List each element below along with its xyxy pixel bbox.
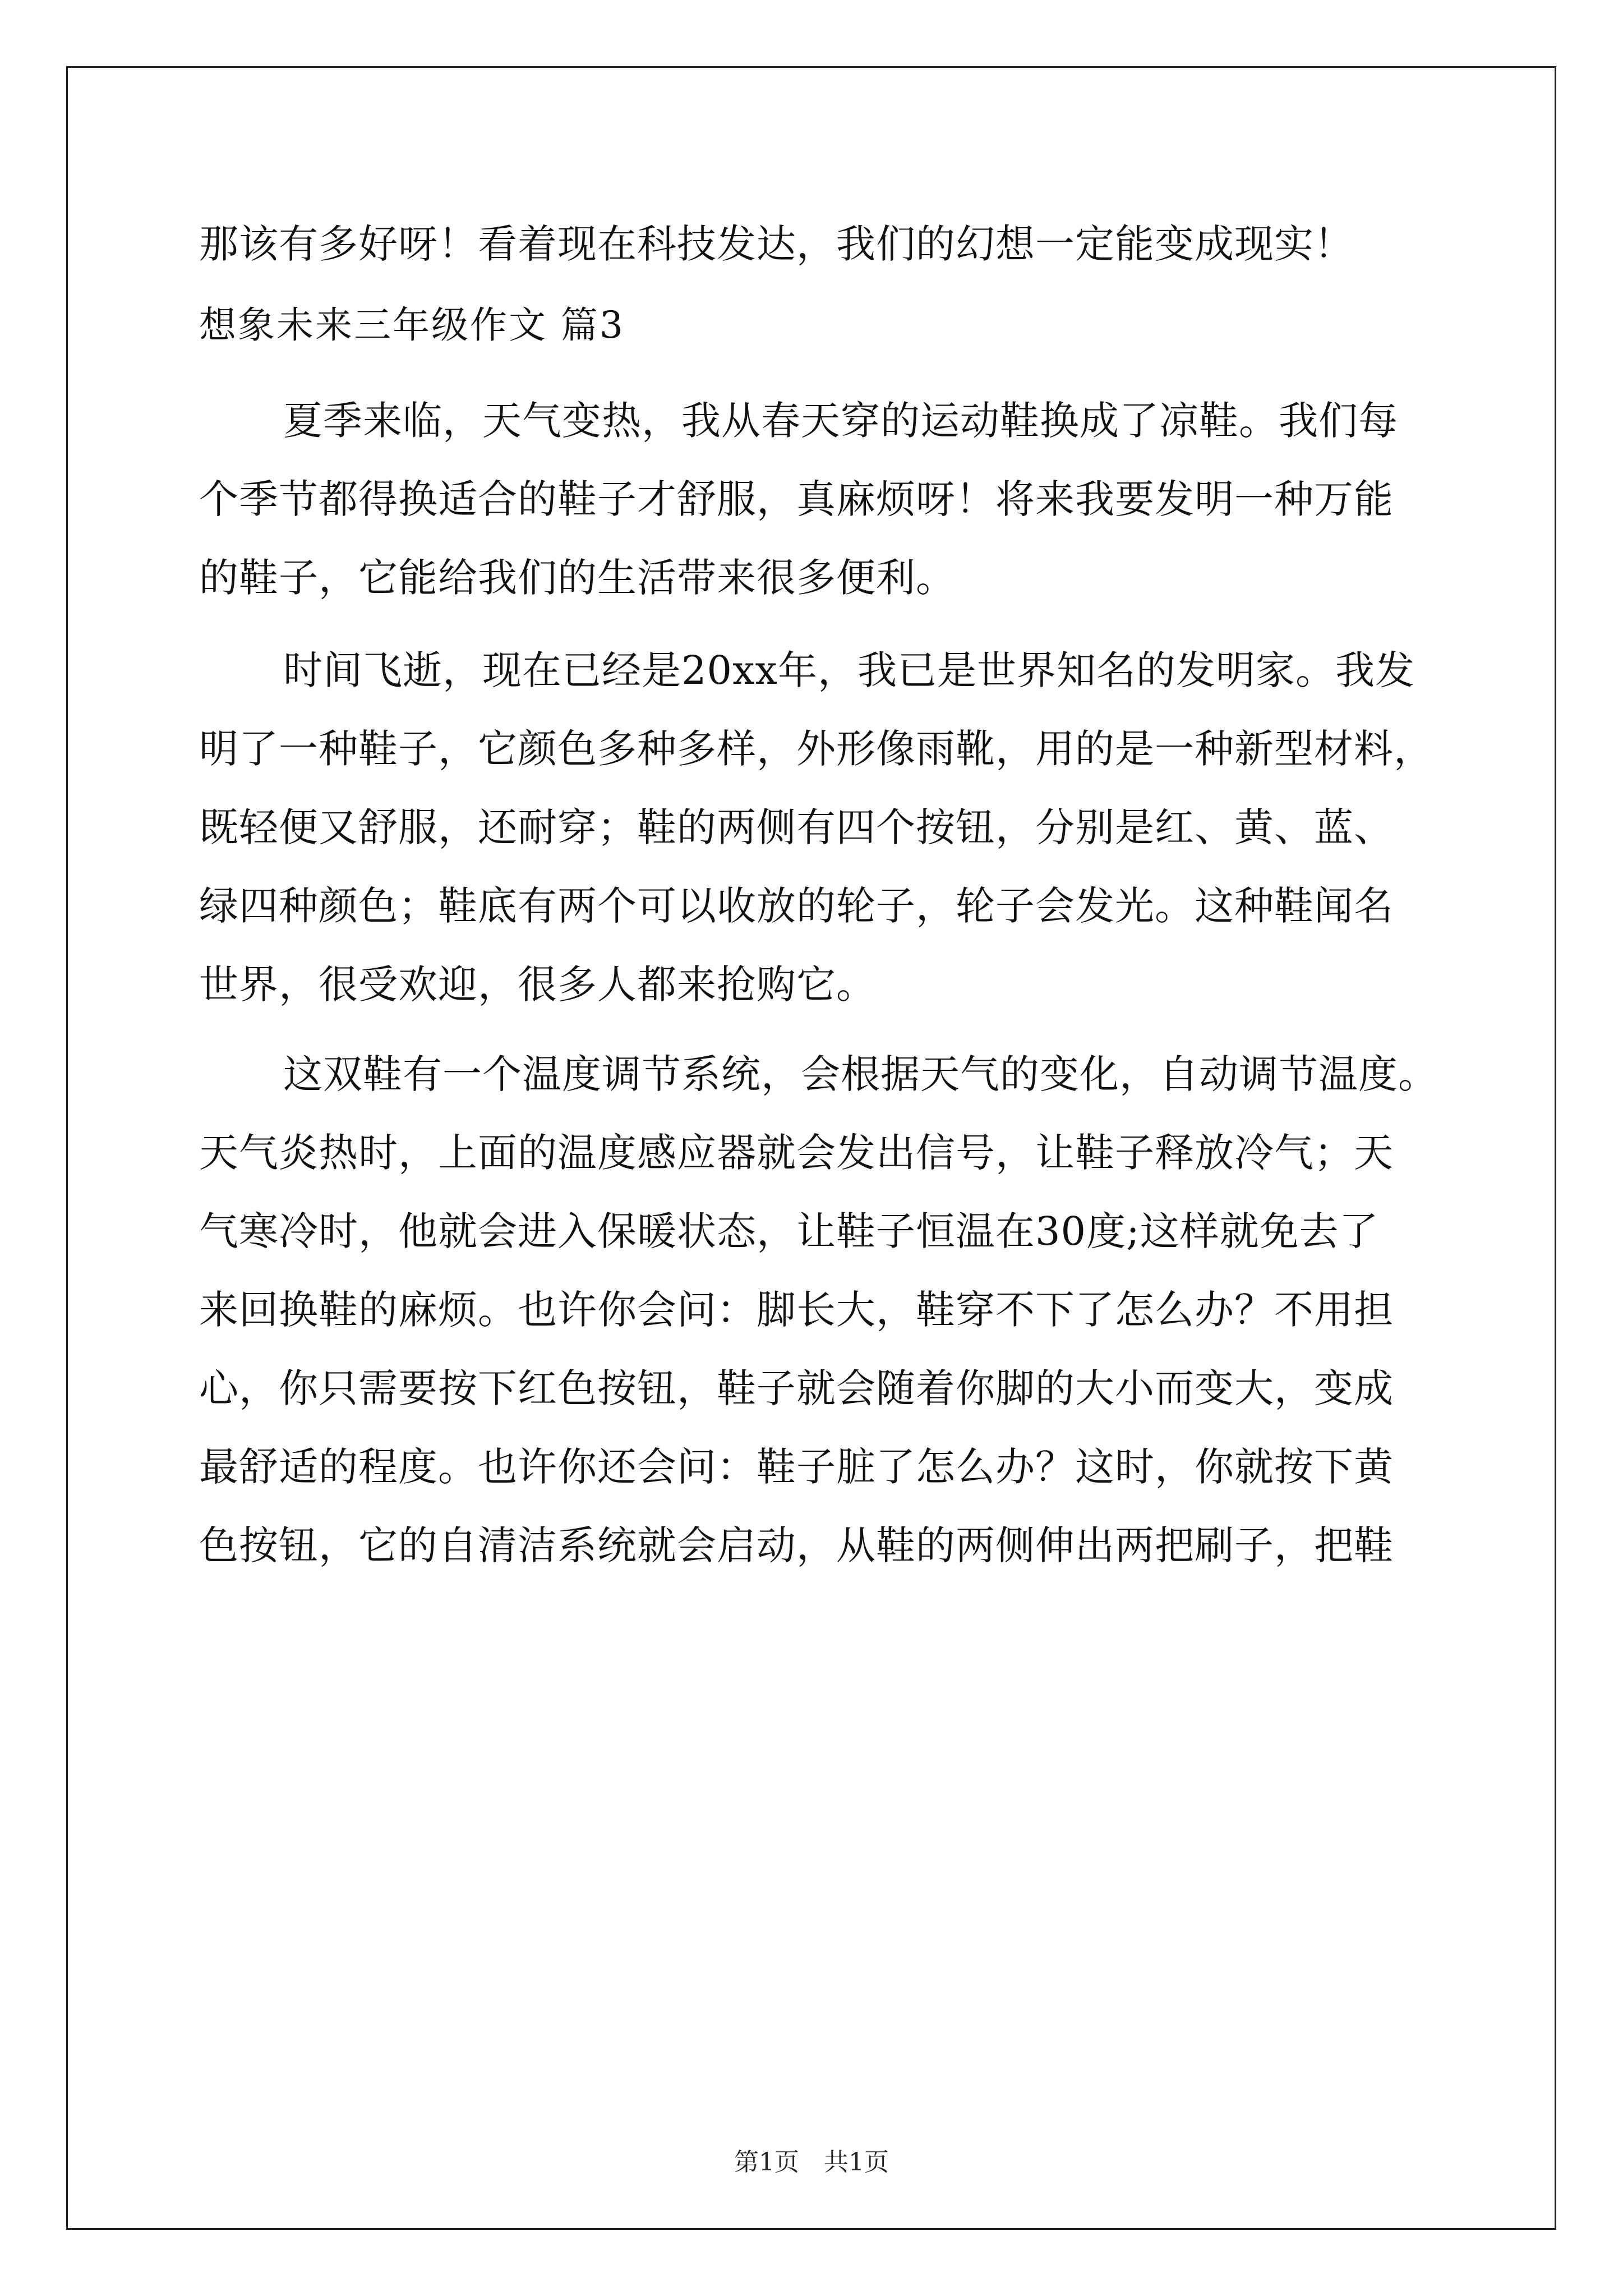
paragraph-line: 最舒适的程度。也许你还会问：鞋子脏了怎么办？这时，你就按下黄 bbox=[199, 1444, 1394, 1490]
paragraph-line: 世界，很受欢迎，很多人都来抢购它。 bbox=[199, 961, 876, 1007]
paragraph-line: 天气炎热时，上面的温度感应器就会发出信号，让鞋子释放冷气；天 bbox=[199, 1130, 1394, 1176]
paragraph-line: 既轻便又舒服，还耐穿；鞋的两侧有四个按钮，分别是红、黄、蓝、 bbox=[199, 804, 1394, 850]
paragraph-line: 那该有多好呀！看着现在科技发达，我们的幻想一定能变成现实！ bbox=[199, 221, 1354, 267]
paragraph-line: 个季节都得换适合的鞋子才舒服，真麻烦呀！将来我要发明一种万能 bbox=[199, 476, 1394, 522]
paragraph-line: 这双鞋有一个温度调节系统，会根据天气的变化，自动调节温度。 bbox=[283, 1051, 1438, 1097]
paragraph-line: 气寒冷时，他就会进入保暖状态，让鞋子恒温在30度;这样就免去了 bbox=[199, 1208, 1379, 1254]
paragraph-line: 心，你只需要按下红色按钮，鞋子就会随着你脚的大小而变大，变成 bbox=[199, 1365, 1394, 1411]
page-footer: 第1页 共1页 bbox=[734, 2148, 889, 2177]
section-heading: 想象未来三年级作文 篇3 bbox=[199, 303, 625, 347]
paragraph-line: 夏季来临，天气变热，我从春天穿的运动鞋换成了凉鞋。我们每 bbox=[283, 398, 1398, 444]
paragraph-line: 时间飞逝，现在已经是20xx年，我已是世界知名的发明家。我发 bbox=[283, 647, 1415, 693]
paragraph-line: 绿四种颜色；鞋底有两个可以收放的轮子，轮子会发光。这种鞋闻名 bbox=[199, 883, 1394, 929]
paragraph-line: 来回换鞋的麻烦。也许你会问：脚长大，鞋穿不下了怎么办？不用担 bbox=[199, 1287, 1394, 1333]
paragraph-line: 色按钮，它的自清洁系统就会启动，从鞋的两侧伸出两把刷子，把鞋 bbox=[199, 1522, 1394, 1568]
paragraph-line: 明了一种鞋子，它颜色多种多样，外形像雨靴，用的是一种新型材料， bbox=[199, 726, 1433, 772]
paragraph-line: 的鞋子，它能给我们的生活带来很多便利。 bbox=[199, 555, 956, 601]
